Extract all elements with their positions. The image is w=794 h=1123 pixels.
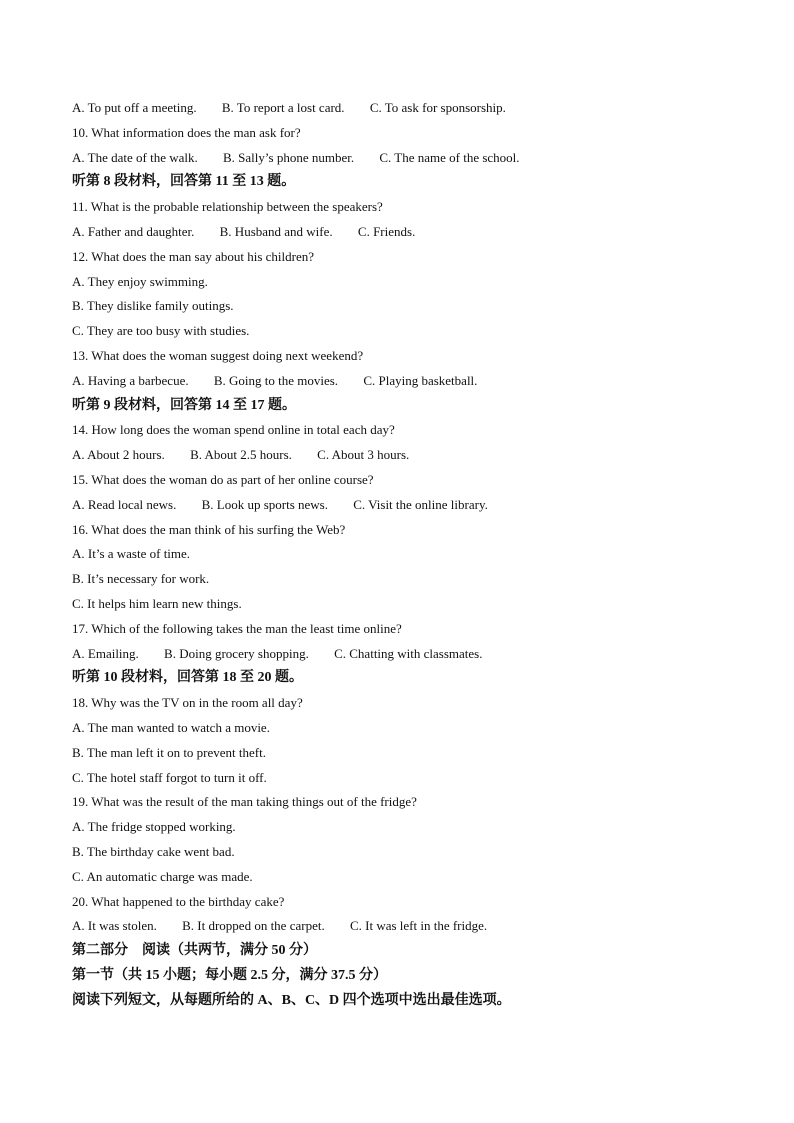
q14-options [72, 443, 752, 468]
q19-option-c: C. An automatic charge was made. [72, 868, 253, 884]
q15-question: 15. What does the woman do as part of her online course? [72, 471, 374, 487]
q18-option-a: A. The man wanted to watch a movie. [72, 719, 270, 735]
q12-option-a: A. They enjoy swimming. [72, 273, 208, 289]
section-8-heading: 听第 8 段材料，回答第 11 至 13 题。 [72, 174, 296, 190]
q11-option-c: C. Friends. [357, 223, 416, 239]
q9-option-b: B. To report a lost card. [221, 100, 345, 115]
q10-option-b: B. Sally’s phone number. [223, 149, 355, 165]
q20-option-c: C. It was left in the fridge. [349, 918, 488, 934]
q13-option-a: A. Having a barbecue. [72, 372, 189, 388]
q18-option-b: B. The man left it on to prevent theft. [72, 744, 266, 760]
q17-option-a: A. Emailing. [72, 645, 139, 661]
q13-option-b: B. Going to the movies. [213, 372, 339, 388]
q16-option-a: A. It’s a waste of time. [72, 546, 191, 562]
q10-question: 10. What information does the man ask for? [72, 124, 301, 140]
q20-option-b: B. It dropped on the carpet. [182, 918, 325, 934]
q11-options [72, 220, 752, 245]
q17-option-c: C. Chatting with classmates. [334, 645, 483, 661]
q10-option-a: A. The date of the walk. [72, 149, 198, 165]
q11-option-a: A. Father and daughter. [72, 223, 195, 239]
q9-option-c: C. To ask for sponsorship. [369, 100, 506, 115]
q9-options [72, 96, 752, 121]
q12-question: 12. What does the man say about his children? [72, 248, 315, 264]
q14-option-b: B. About 2.5 hours. [190, 447, 292, 463]
q19-option-a: A. The fridge stopped working. [72, 819, 236, 835]
q20-option-a: A. It was stolen. [72, 918, 157, 934]
q18-question: 18. Why was the TV on in the room all day? [72, 695, 303, 711]
q12-option-b: B. They dislike family outings. [72, 298, 234, 314]
section-9-heading: 听第 9 段材料，回答第 14 至 17 题。 [72, 397, 296, 413]
q20-options [72, 914, 752, 939]
q16-question: 16. What does the man think of his surfing the Web? [72, 521, 346, 537]
q11-question: 11. What is the probable relationship between the speakers? [72, 199, 383, 215]
section-10-heading: 听第 10 段材料，回答第 18 至 20 题。 [72, 670, 303, 686]
q14-option-a: A. About 2 hours. [72, 447, 165, 463]
q14-question: 14. How long does the woman spend online in total each day? [72, 422, 395, 438]
q15-option-a: A. Read local news. [72, 496, 177, 512]
q19-question: 19. What was the result of the man taking things out of the fridge? [72, 794, 417, 810]
part-2-section-1-heading: 第一节（共 15 小题；每小题 2.5 分，满分 37.5 分） [72, 967, 387, 983]
q19-option-b: B. The birthday cake went bad. [72, 843, 235, 859]
q17-options [72, 642, 752, 667]
q13-question: 13. What does the woman suggest doing next weekend? [72, 347, 364, 363]
part-2-heading: 第二部分 阅读（共两节，满分 50 分） [72, 943, 317, 959]
q16-option-c: C. It helps him learn new things. [72, 595, 242, 611]
q14-option-c: C. About 3 hours. [317, 447, 410, 463]
q10-options [72, 146, 752, 171]
exam-page [72, 96, 752, 1013]
q16-option-b: B. It’s necessary for work. [72, 571, 210, 587]
q17-question: 17. Which of the following takes the man the least time online? [72, 620, 402, 636]
q18-option-c: C. The hotel staff forgot to turn it off. [72, 769, 267, 785]
q15-option-b: B. Look up sports news. [201, 496, 328, 512]
q15-options [72, 493, 752, 518]
q12-option-c: C. They are too busy with studies. [72, 323, 250, 339]
q13-option-c: C. Playing basketball. [363, 372, 478, 388]
q13-options [72, 369, 752, 394]
q11-option-b: B. Husband and wife. [219, 223, 333, 239]
q20-question: 20. What happened to the birthday cake? [72, 893, 285, 909]
q15-option-c: C. Visit the online library. [353, 496, 488, 512]
q10-option-c: C. The name of the school. [379, 149, 520, 165]
q17-option-b: B. Doing grocery shopping. [164, 645, 309, 661]
q9-option-a: A. To put off a meeting. [72, 100, 197, 115]
part-2-instruction: 阅读下列短文，从每题所给的 A、B、C、D 四个选项中选出最佳选项。 [72, 992, 511, 1008]
